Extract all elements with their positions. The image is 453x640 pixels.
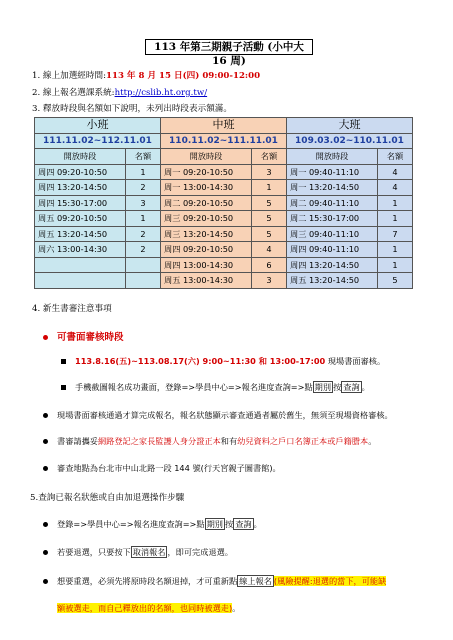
table-row: [35, 180, 413, 196]
class-small-name: 小班: [35, 118, 161, 134]
written-review-heading: 可書面審核時段: [43, 329, 124, 343]
slot-cell: 周四 09:40-11:10: [287, 242, 378, 258]
col-slot-header: 開放時段: [161, 149, 252, 165]
slot-cell: 周一 13:20-14:50: [287, 180, 378, 196]
step-3-continued: 額被選走，而自己釋放出的名額，也同時被選走)。: [57, 603, 241, 613]
slot-cell: 周六 13:00-14:30: [35, 242, 126, 258]
slot-cell: 周四 13:00-14:30: [161, 257, 252, 273]
table-row: [35, 257, 413, 273]
note-2: 書審請攜妥網路登記之家長監護人身分證正本和有幼兒資料之戶口名簿正本或戶籍謄本。: [43, 436, 376, 447]
empty-cell: [35, 257, 126, 273]
slot-cell: 周二 09:40-11:10: [287, 195, 378, 211]
count-cell: 1: [378, 257, 413, 273]
screenshot-note: 手機截圖報名成功畫面，登錄=>學員中心=>報名進度查詢=>點 期別 按 查詢 。: [61, 382, 370, 393]
slot-cell: 周五 13:20-14:50: [35, 226, 126, 242]
bullet-icon: [43, 579, 48, 584]
count-cell: 2: [126, 242, 161, 258]
slot-cell: 周二 15:30-17:00: [287, 211, 378, 227]
bullet-icon: [43, 413, 48, 418]
slot-cell: 周一 09:20-10:50: [161, 164, 252, 180]
slot-cell: 周一 13:00-14:30: [161, 180, 252, 196]
slot-cell: 周五 13:00-14:30: [161, 273, 252, 289]
col-count-header: 名額: [126, 149, 161, 165]
slot-cell: 周四 13:20-14:50: [35, 180, 126, 196]
bullet-icon: [43, 335, 48, 340]
bullet-icon: [43, 522, 48, 527]
table-row: [35, 195, 413, 211]
count-cell: 1: [378, 211, 413, 227]
step-3: 想要重選，必須先將原時段名額退掉，才可重新點 線上報名 (風險提醒:退選的當下，可能缺: [43, 576, 386, 587]
count-cell: 3: [126, 195, 161, 211]
slot-cell: 周三 09:40-11:10: [287, 226, 378, 242]
item-5: 5.查詢已報名狀態或自由加退選操作步驟: [30, 493, 185, 503]
count-cell: 2: [126, 226, 161, 242]
note-3: 審查地點為台北市中山北路一段 144 號(行天宮親子圖書館)。: [43, 463, 281, 474]
add-drop-time: 113 年 8 月 15 日(四) 09:00-12:00: [105, 71, 261, 81]
slot-cell: 周四 13:20-14:50: [287, 257, 378, 273]
bullet-icon: [43, 466, 48, 471]
count-cell: 3: [252, 164, 287, 180]
item-3: 3. 釋放時段與名額如下說明，未列出時段表示額滿。: [32, 104, 232, 114]
table-row: [35, 242, 413, 258]
count-cell: 1: [378, 195, 413, 211]
slot-cell: 周四 09:20-10:50: [35, 164, 126, 180]
table-row: [35, 273, 413, 289]
count-cell: 4: [252, 242, 287, 258]
count-cell: 5: [378, 273, 413, 289]
count-cell: 1: [126, 211, 161, 227]
step-1: 登錄=>學員中心=>報名進度查詢=>點 期別 按 查詢 。: [43, 519, 262, 530]
registration-link[interactable]: http://cslib.ht.org.tw/: [114, 88, 208, 98]
count-cell: 6: [252, 257, 287, 273]
count-cell: 1: [252, 180, 287, 196]
count-cell: 5: [252, 195, 287, 211]
bullet-icon: [43, 550, 48, 555]
slot-cell: 周一 09:40-11:10: [287, 164, 378, 180]
square-bullet-icon: [61, 359, 66, 364]
step-2: 若要退選，只要按下 取消報名 ，即可完成退選。: [43, 547, 233, 558]
empty-cell: [35, 273, 126, 289]
slot-cell: 周三 13:20-14:50: [161, 226, 252, 242]
col-count-header: 名額: [252, 149, 287, 165]
class-large-range: 109.03.02~110.11.01: [287, 133, 413, 149]
class-large-name: 大班: [287, 118, 413, 134]
square-bullet-icon: [61, 385, 66, 390]
table-row: [35, 211, 413, 227]
bullet-icon: [43, 439, 48, 444]
count-cell: 5: [252, 211, 287, 227]
slot-cell: 周五 09:20-10:50: [35, 211, 126, 227]
count-cell: 7: [378, 226, 413, 242]
class-middle-name: 中班: [161, 118, 287, 134]
document-title: 113 年第三期親子活動 (小中大 16 周): [145, 39, 313, 55]
table-row: [35, 226, 413, 242]
note-1: 現場書面審核通過才算完成報名，報名狀態顯示審查通過者屬於舊生，無須至現場資格審核。: [43, 410, 393, 421]
item-1: 1. 線上加選經時間:113 年 8 月 15 日(四) 09:00-12:00: [32, 71, 261, 81]
col-slot-header: 開放時段: [287, 149, 378, 165]
count-cell: 1: [126, 164, 161, 180]
slot-cell: 周三 09:20-10:50: [161, 211, 252, 227]
col-count-header: 名額: [378, 149, 413, 165]
table-row: [35, 164, 413, 180]
empty-cell: [126, 257, 161, 273]
slot-cell: 周五 13:20-14:50: [287, 273, 378, 289]
slot-cell: 周二 09:20-10:50: [161, 195, 252, 211]
empty-cell: [126, 273, 161, 289]
count-cell: 4: [378, 164, 413, 180]
schedule-table: [34, 117, 413, 289]
count-cell: 2: [126, 180, 161, 196]
written-review-time: 113.8.16(五)~113.08.17(六) 9:00~11:30 和 13:00-17:00 現場書面審核。: [61, 356, 385, 367]
count-cell: 5: [252, 226, 287, 242]
count-cell: 1: [378, 242, 413, 258]
item-4: 4. 新生書審注意事項: [32, 304, 112, 314]
col-slot-header: 開放時段: [35, 149, 126, 165]
class-middle-range: 110.11.02~111.11.01: [161, 133, 287, 149]
slot-cell: 周四 09:20-10:50: [161, 242, 252, 258]
class-small-range: 111.11.02~112.11.01: [35, 133, 161, 149]
count-cell: 4: [378, 180, 413, 196]
count-cell: 3: [252, 273, 287, 289]
slot-cell: 周四 15:30-17:00: [35, 195, 126, 211]
item-2: 2. 線上報名選課系統:http://cslib.ht.org.tw/: [32, 88, 208, 98]
